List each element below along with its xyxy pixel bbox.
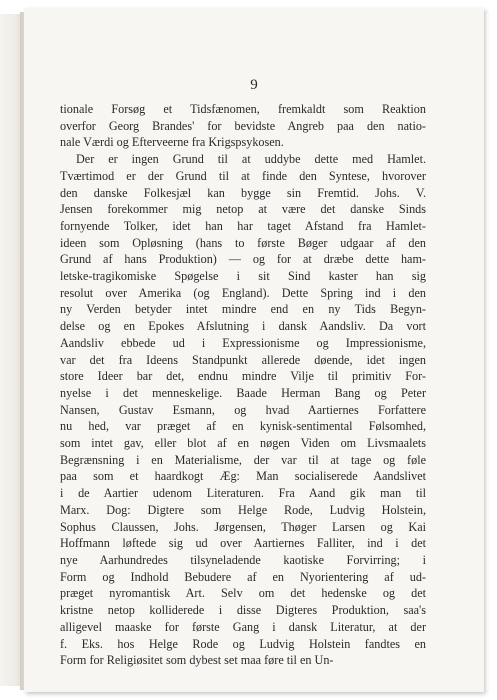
text-line: delse og en Epokes Afslutning i dansk Aandsliv. Da vort <box>60 319 426 334</box>
page-number: 9 <box>250 77 258 93</box>
text-line: ideen som Opløsning (hans to første Bøger udgaar af den <box>60 235 426 250</box>
text-line: var det fra Ideens Standpunkt allerede døende, idet ingen <box>60 352 426 367</box>
text-line: Hoffmann løftede sig ud over Aartiernes Falliter, ind i det <box>60 536 426 551</box>
text-line: som intet gav, eller blot af en nøgen Viden om Livsmaalets <box>60 436 426 451</box>
text-line: Aandsliv ebbede ud i Expressionisme og Impressionisme, <box>60 335 426 350</box>
text-line: Grund af hans Produktion) — og for at dræbe dette ham- <box>60 252 426 267</box>
text-line: Jensen forekommer mig netop at være det danske Sinds <box>60 202 426 217</box>
left-page-edge <box>0 14 22 686</box>
text-line: alligevel maaske for første Gang i dansk Literatur, at der <box>60 619 426 634</box>
page-edge-right <box>484 14 488 690</box>
text-line: letske-tragikomiske Spøgelse i sit Sind kaster han sig <box>60 269 426 284</box>
paragraph <box>60 151 426 669</box>
text-line: Sophus Claussen, Johs. Jørgensen, Thøger Larsen og Kai <box>60 519 426 534</box>
text-line: i de Aartier udenom Literaturen. Fra Aand gik man til <box>60 486 426 501</box>
text-line: nale Værdi og Efterveerne fra Krigspsykosen. <box>60 135 284 150</box>
text-line: store Ideer bar det, endnu mindre Vilje til primitiv For- <box>60 369 426 384</box>
text-line: fornyende Tolker, idet han har taget Afstand fra Hamlet- <box>60 218 426 233</box>
text-line: tionale Forsøg et Tidsfænomen, fremkaldt som Reaktion <box>60 102 426 116</box>
text-line: overfor Georg Brandes' for bevidste Angreb paa den natio- <box>60 118 426 133</box>
text-line: Tværtimod er der Grund til at finde den Syntese, hvorover <box>60 168 426 183</box>
text-line: Nansen, Gustav Esmann, og hvad Aartiernes Forfattere <box>60 402 426 417</box>
text-line: Form og Indhold Bebudere af en Nyorientering af ud- <box>60 569 426 584</box>
text-line: præget nyromantisk Art. Selv om det hedenske og det <box>60 586 426 601</box>
body-text <box>60 101 426 669</box>
text-line: Form for Religiøsitet som dybest set maa føre til en Un- <box>60 653 334 668</box>
paragraph <box>60 101 426 151</box>
text-line: ny Verden betyder intet mindre end en ny Tids Begyn- <box>60 302 426 317</box>
text-line: Der er ingen Grund til at uddybe dette med Hamlet. <box>76 152 426 167</box>
text-line: nyelse i det menneskelige. Baade Herman Bang og Peter <box>60 385 426 400</box>
text-line: kristne netop kolliderede i disse Digteres Produktion, saa's <box>60 603 426 618</box>
text-line: Begrænsning i en Materialisme, der var til at tage og føle <box>60 452 426 467</box>
text-line: paa som et haardkogt Æg: Man socialiserede Aandslivet <box>60 469 426 484</box>
text-line: resolut over Amerika (og England). Dette Spring ind i den <box>60 285 426 300</box>
book-page <box>24 8 484 692</box>
text-line: f. Eks. hos Helge Rode og Ludvig Holstein fandtes en <box>60 636 426 651</box>
text-line: Marx. Dog: Digtere som Helge Rode, Ludvig Holstein, <box>60 502 426 517</box>
text-line: den danske Folkesjæl kan bygge sin Fremtid. Johs. V. <box>60 185 426 200</box>
text-line: nye Aarhundredes tilsyneladende kaotiske Forvirring; i <box>60 552 426 567</box>
text-line: nu hed, var præget af en kynisk-sentimental Følsomhed, <box>60 419 426 434</box>
